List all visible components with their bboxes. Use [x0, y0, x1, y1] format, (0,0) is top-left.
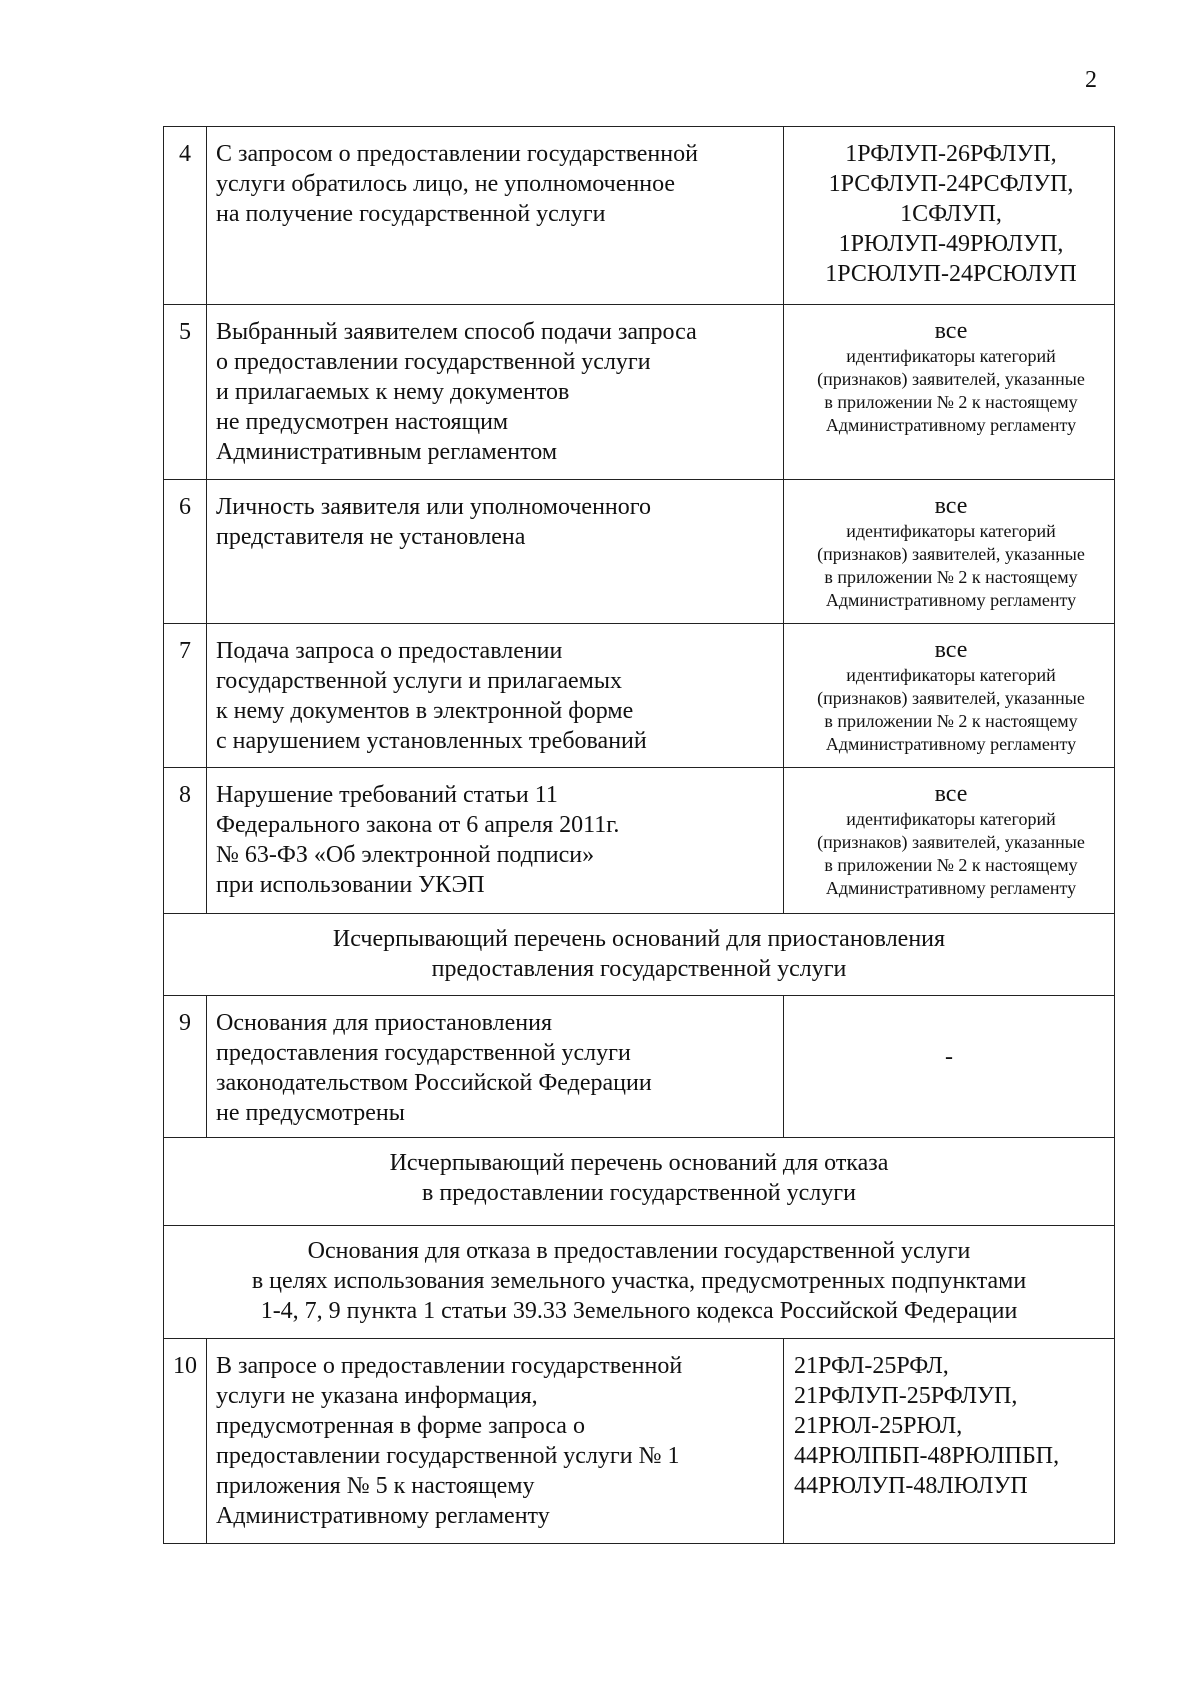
row-identifiers: 21РФЛ-25РФЛ, 21РФЛУП-25РФЛУП, 21РЮЛ-25РЮЛ, 44РЮЛПБП-48РЮЛПБП, 44РЮЛУП-48ЛЮЛУП: [784, 1339, 1115, 1544]
table-row: [164, 624, 1115, 768]
section-header-row: [164, 1226, 1115, 1339]
row-number: 9: [164, 996, 207, 1138]
section-heading-refusal: Исчерпывающий перечень оснований для отказа в предоставлении государственной услуги: [164, 1138, 1115, 1226]
row-identifiers: все идентификаторы категорий (признаков) заявителей, указанные в приложении № 2 к настоящему Административному регламенту: [784, 768, 1115, 914]
row-number: 7: [164, 624, 207, 768]
table-row: [164, 996, 1115, 1138]
section-heading-grounds: Основания для отказа в предоставлении государственной услуги в целях использования земельного участка, предусмотренных подпунктами 1-4, 7, 9 пункта 1 статьи 39.33 Земельного кодекса Российской Федерации: [164, 1226, 1115, 1339]
section-header-row: [164, 1138, 1115, 1226]
table-row: [164, 127, 1115, 305]
row-number: 6: [164, 480, 207, 624]
section-header-row: [164, 914, 1115, 996]
table-row: [164, 305, 1115, 480]
section-heading-suspension: Исчерпывающий перечень оснований для приостановления предоставления государственной услуги: [164, 914, 1115, 996]
row-identifiers-empty: -: [784, 996, 1115, 1138]
page-number: 2: [1085, 67, 1097, 93]
row-description: Подача запроса о предоставлении государственной услуги и прилагаемых к нему документов в электронной форме с нарушением установленных требований: [207, 624, 784, 768]
row-number: 5: [164, 305, 207, 480]
row-identifiers: все идентификаторы категорий (признаков) заявителей, указанные в приложении № 2 к настоящему Административному регламенту: [784, 480, 1115, 624]
row-number: 4: [164, 127, 207, 305]
row-number: 8: [164, 768, 207, 914]
row-description: Выбранный заявителем способ подачи запроса о предоставлении государственной услуги и прилагаемых к нему документов не предусмотрен настоящим Административным регламентом: [207, 305, 784, 480]
table-row: [164, 480, 1115, 624]
row-identifiers: все идентификаторы категорий (признаков) заявителей, указанные в приложении № 2 к настоящему Административному регламенту: [784, 305, 1115, 480]
grounds-table: [163, 126, 1115, 1544]
row-description: Основания для приостановления предоставления государственной услуги законодательством Российской Федерации не предусмотрены: [207, 996, 784, 1138]
table-row: [164, 768, 1115, 914]
row-description: С запросом о предоставлении государственной услуги обратилось лицо, не уполномоченное на получение государственной услуги: [207, 127, 784, 305]
row-description: В запросе о предоставлении государственной услуги не указана информация, предусмотренная в форме запроса о предоставлении государственной услуги № 1 приложения № 5 к настоящему Административному регламенту: [207, 1339, 784, 1544]
table-row: [164, 1339, 1115, 1544]
row-number: 10: [164, 1339, 207, 1544]
row-description: Нарушение требований статьи 11 Федерального закона от 6 апреля 2011г. № 63-ФЗ «Об электронной подписи» при использовании УКЭП: [207, 768, 784, 914]
row-identifiers: все идентификаторы категорий (признаков) заявителей, указанные в приложении № 2 к настоящему Административному регламенту: [784, 624, 1115, 768]
row-description: Личность заявителя или уполномоченного представителя не установлена: [207, 480, 784, 624]
row-identifiers: 1РФЛУП-26РФЛУП, 1РСФЛУП-24РСФЛУП, 1СФЛУП, 1РЮЛУП-49РЮЛУП, 1РСЮЛУП-24РСЮЛУП: [784, 127, 1115, 305]
